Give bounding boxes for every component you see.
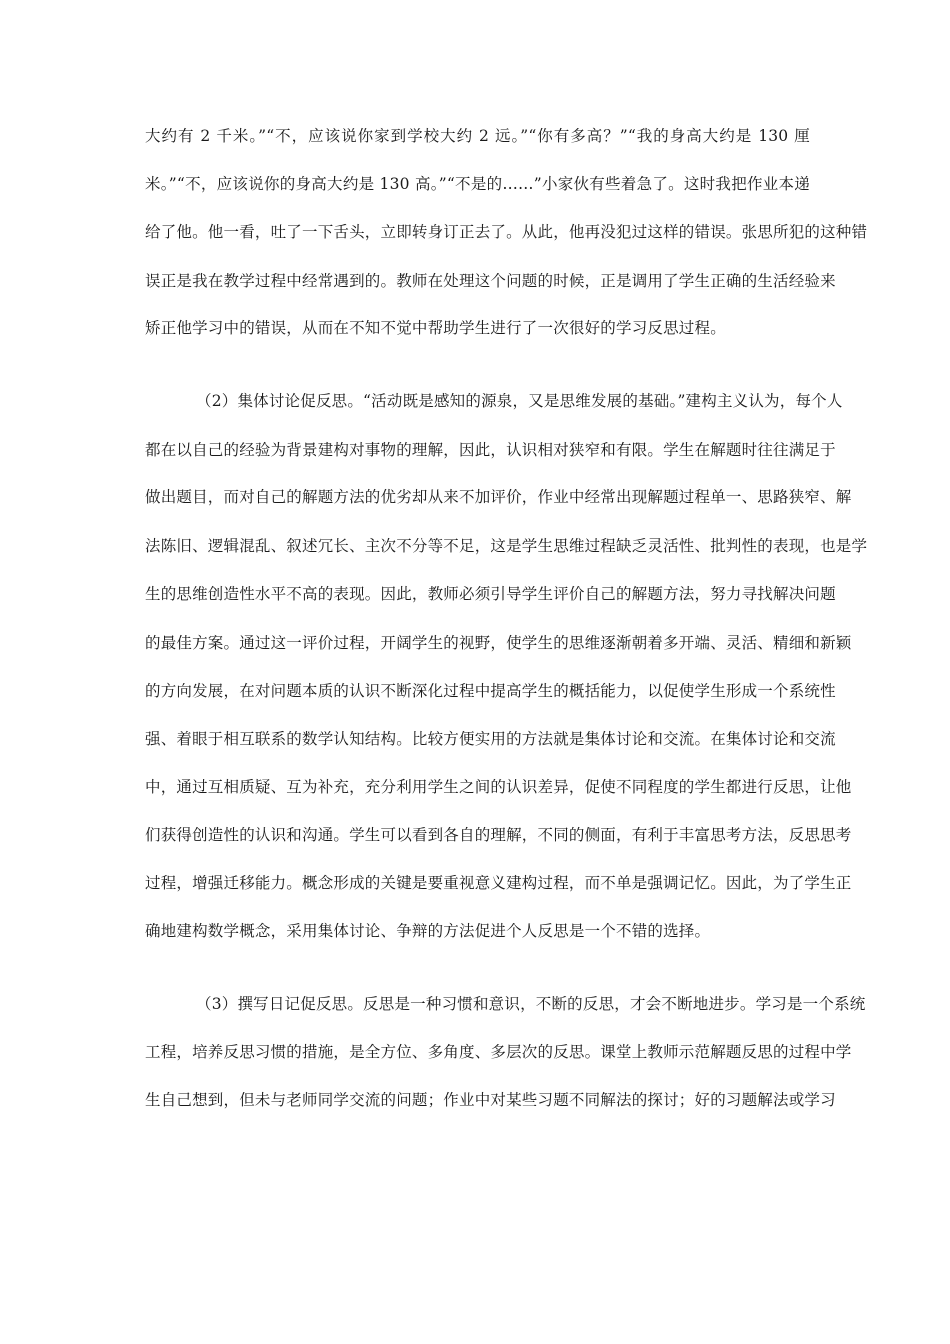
paragraph-1-line-1: 大约有 2 千米。”“不，应该说你家到学校大约 2 远。”“你有多高？”“我的身高大约是 130 厘 xyxy=(145,127,810,145)
paragraph-3-line-1: （3）撰写日记促反思。反思是一种习惯和意识，不断的反思，才会不断地进步。学习是一个系统 xyxy=(196,995,866,1013)
paragraph-2-line-4: 法陈旧、逻辑混乱、叙述冗长、主次不分等不足，这是学生思维过程缺乏灵活性、批判性的表现，也是学 xyxy=(145,537,868,555)
paragraph-2-line-6: 的最佳方案。通过这一评价过程，开阔学生的视野，使学生的思维逐渐朝着多开端、灵活、精细和新颖 xyxy=(145,634,852,652)
paragraph-1-line-4: 误正是我在教学过程中经常遇到的。教师在处理这个问题的时候，正是调用了学生正确的生活经验来 xyxy=(145,272,836,290)
paragraph-2-line-7: 的方向发展，在对问题本质的认识不断深化过程中提高学生的概括能力，以促使学生形成一个系统性 xyxy=(145,682,836,700)
paragraph-2-line-8: 强、着眼于相互联系的数学认知结构。比较方便实用的方法就是集体讨论和交流。在集体讨论和交流 xyxy=(145,730,836,748)
paragraph-2-line-2: 都在以自己的经验为背景建构对事物的理解，因此，认识相对狭窄和有限。学生在解题时往往满足于 xyxy=(145,441,836,459)
paragraph-2-line-12: 确地建构数学概念，采用集体讨论、争辩的方法促进个人反思是一个不错的选择。 xyxy=(145,922,711,940)
paragraph-2-line-1: （2）集体讨论促反思。“活动既是感知的源泉，又是思维发展的基础。”建构主义认为，每个人 xyxy=(196,392,843,410)
paragraph-1-line-3: 给了他。他一看，吐了一下舌头，立即转身订正去了。从此，他再没犯过这样的错误。张思所犯的这种错 xyxy=(145,223,868,241)
paragraph-3-line-2: 工程，培养反思习惯的措施，是全方位、多角度、多层次的反思。课堂上教师示范解题反思的过程中学 xyxy=(145,1043,852,1061)
paragraph-3-line-3: 生自己想到，但未与老师同学交流的问题；作业中对某些习题不同解法的探讨；好的习题解法或学习 xyxy=(145,1091,836,1109)
paragraph-2-line-10: 们获得创造性的认识和沟通。学生可以看到各自的理解，不同的侧面，有利于丰富思考方法，反思思考 xyxy=(145,826,852,844)
paragraph-2-line-9: 中，通过互相质疑、互为补充，充分利用学生之间的认识差异，促使不同程度的学生都进行反思，让他 xyxy=(145,778,852,796)
paragraph-2-line-3: 做出题目，而对自己的解题方法的优劣却从来不加评价，作业中经常出现解题过程单一、思路狭窄、解 xyxy=(145,488,852,506)
paragraph-2-line-5: 生的思维创造性水平不高的表现。因此，教师必须引导学生评价自己的解题方法，努力寻找解决问题 xyxy=(145,585,836,603)
paragraph-1-line-5: 矫正他学习中的错误，从而在不知不觉中帮助学生进行了一次很好的学习反思过程。 xyxy=(145,319,726,337)
paragraph-2-line-11: 过程，增强迁移能力。概念形成的关键是要重视意义建构过程，而不单是强调记忆。因此，为了学生正 xyxy=(145,874,852,892)
paragraph-1-line-2: 米。”“不，应该说你的身高大约是 130 高。”“不是的……”小家伙有些着急了。这时我把作业本递 xyxy=(145,175,810,193)
